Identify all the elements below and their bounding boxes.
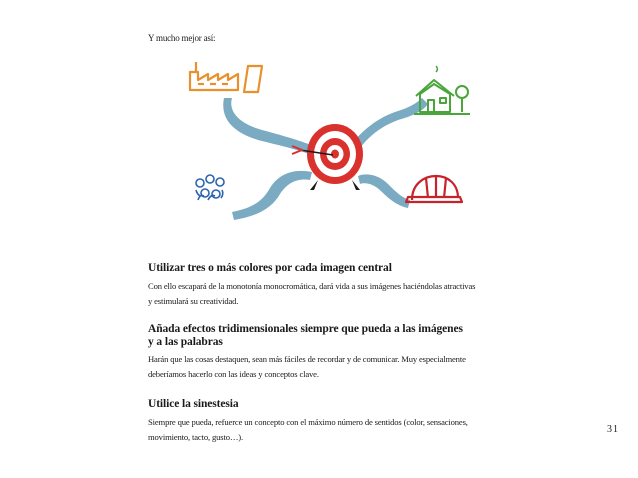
branch-bottom-right [358,174,410,208]
people-icon [196,175,224,200]
body-line: Harán que las cosas destaquen, sean más fáciles de recordar y de comunicar. Muy especialmente [148,354,466,364]
section-body-colors [148,279,548,308]
branch-top-right [350,98,428,152]
heading-line: Añada efectos tridimensionales siempre que pueda a las imágenes [148,323,463,335]
target-icon [292,124,363,190]
body-line: deberíamos hacerlo con las ideas y conceptos clave. [148,368,319,379]
intro-text: Y mucho mejor así: [148,33,216,43]
section-heading-colors: Utilizar tres o más colores por cada imagen central [148,262,392,274]
section-heading-synesthesia: Utilice la sinestesia [148,398,239,410]
page-number: 31 [607,424,619,435]
heading-line: y a las palabras [148,336,223,348]
branch-bottom-left [232,171,312,220]
helmet-icon [406,176,462,202]
section-heading-3d [148,323,463,349]
body-line: Siempre que pueda, refuerce un concepto con el máximo número de sentidos (color, sensaciones, [148,417,468,427]
section-body-3d [148,352,548,381]
factory-icon [190,62,262,92]
section-body-synesthesia [148,415,548,444]
body-line: movimiento, tacto, gusto…). [148,431,244,442]
branch-top-left [223,98,318,156]
body-line: Con ello escapará de la monotonía monocromática, dará vida a sus imágenes haciéndolas atractivas [148,281,476,291]
body-line: y estimulará su creatividad. [148,295,239,306]
